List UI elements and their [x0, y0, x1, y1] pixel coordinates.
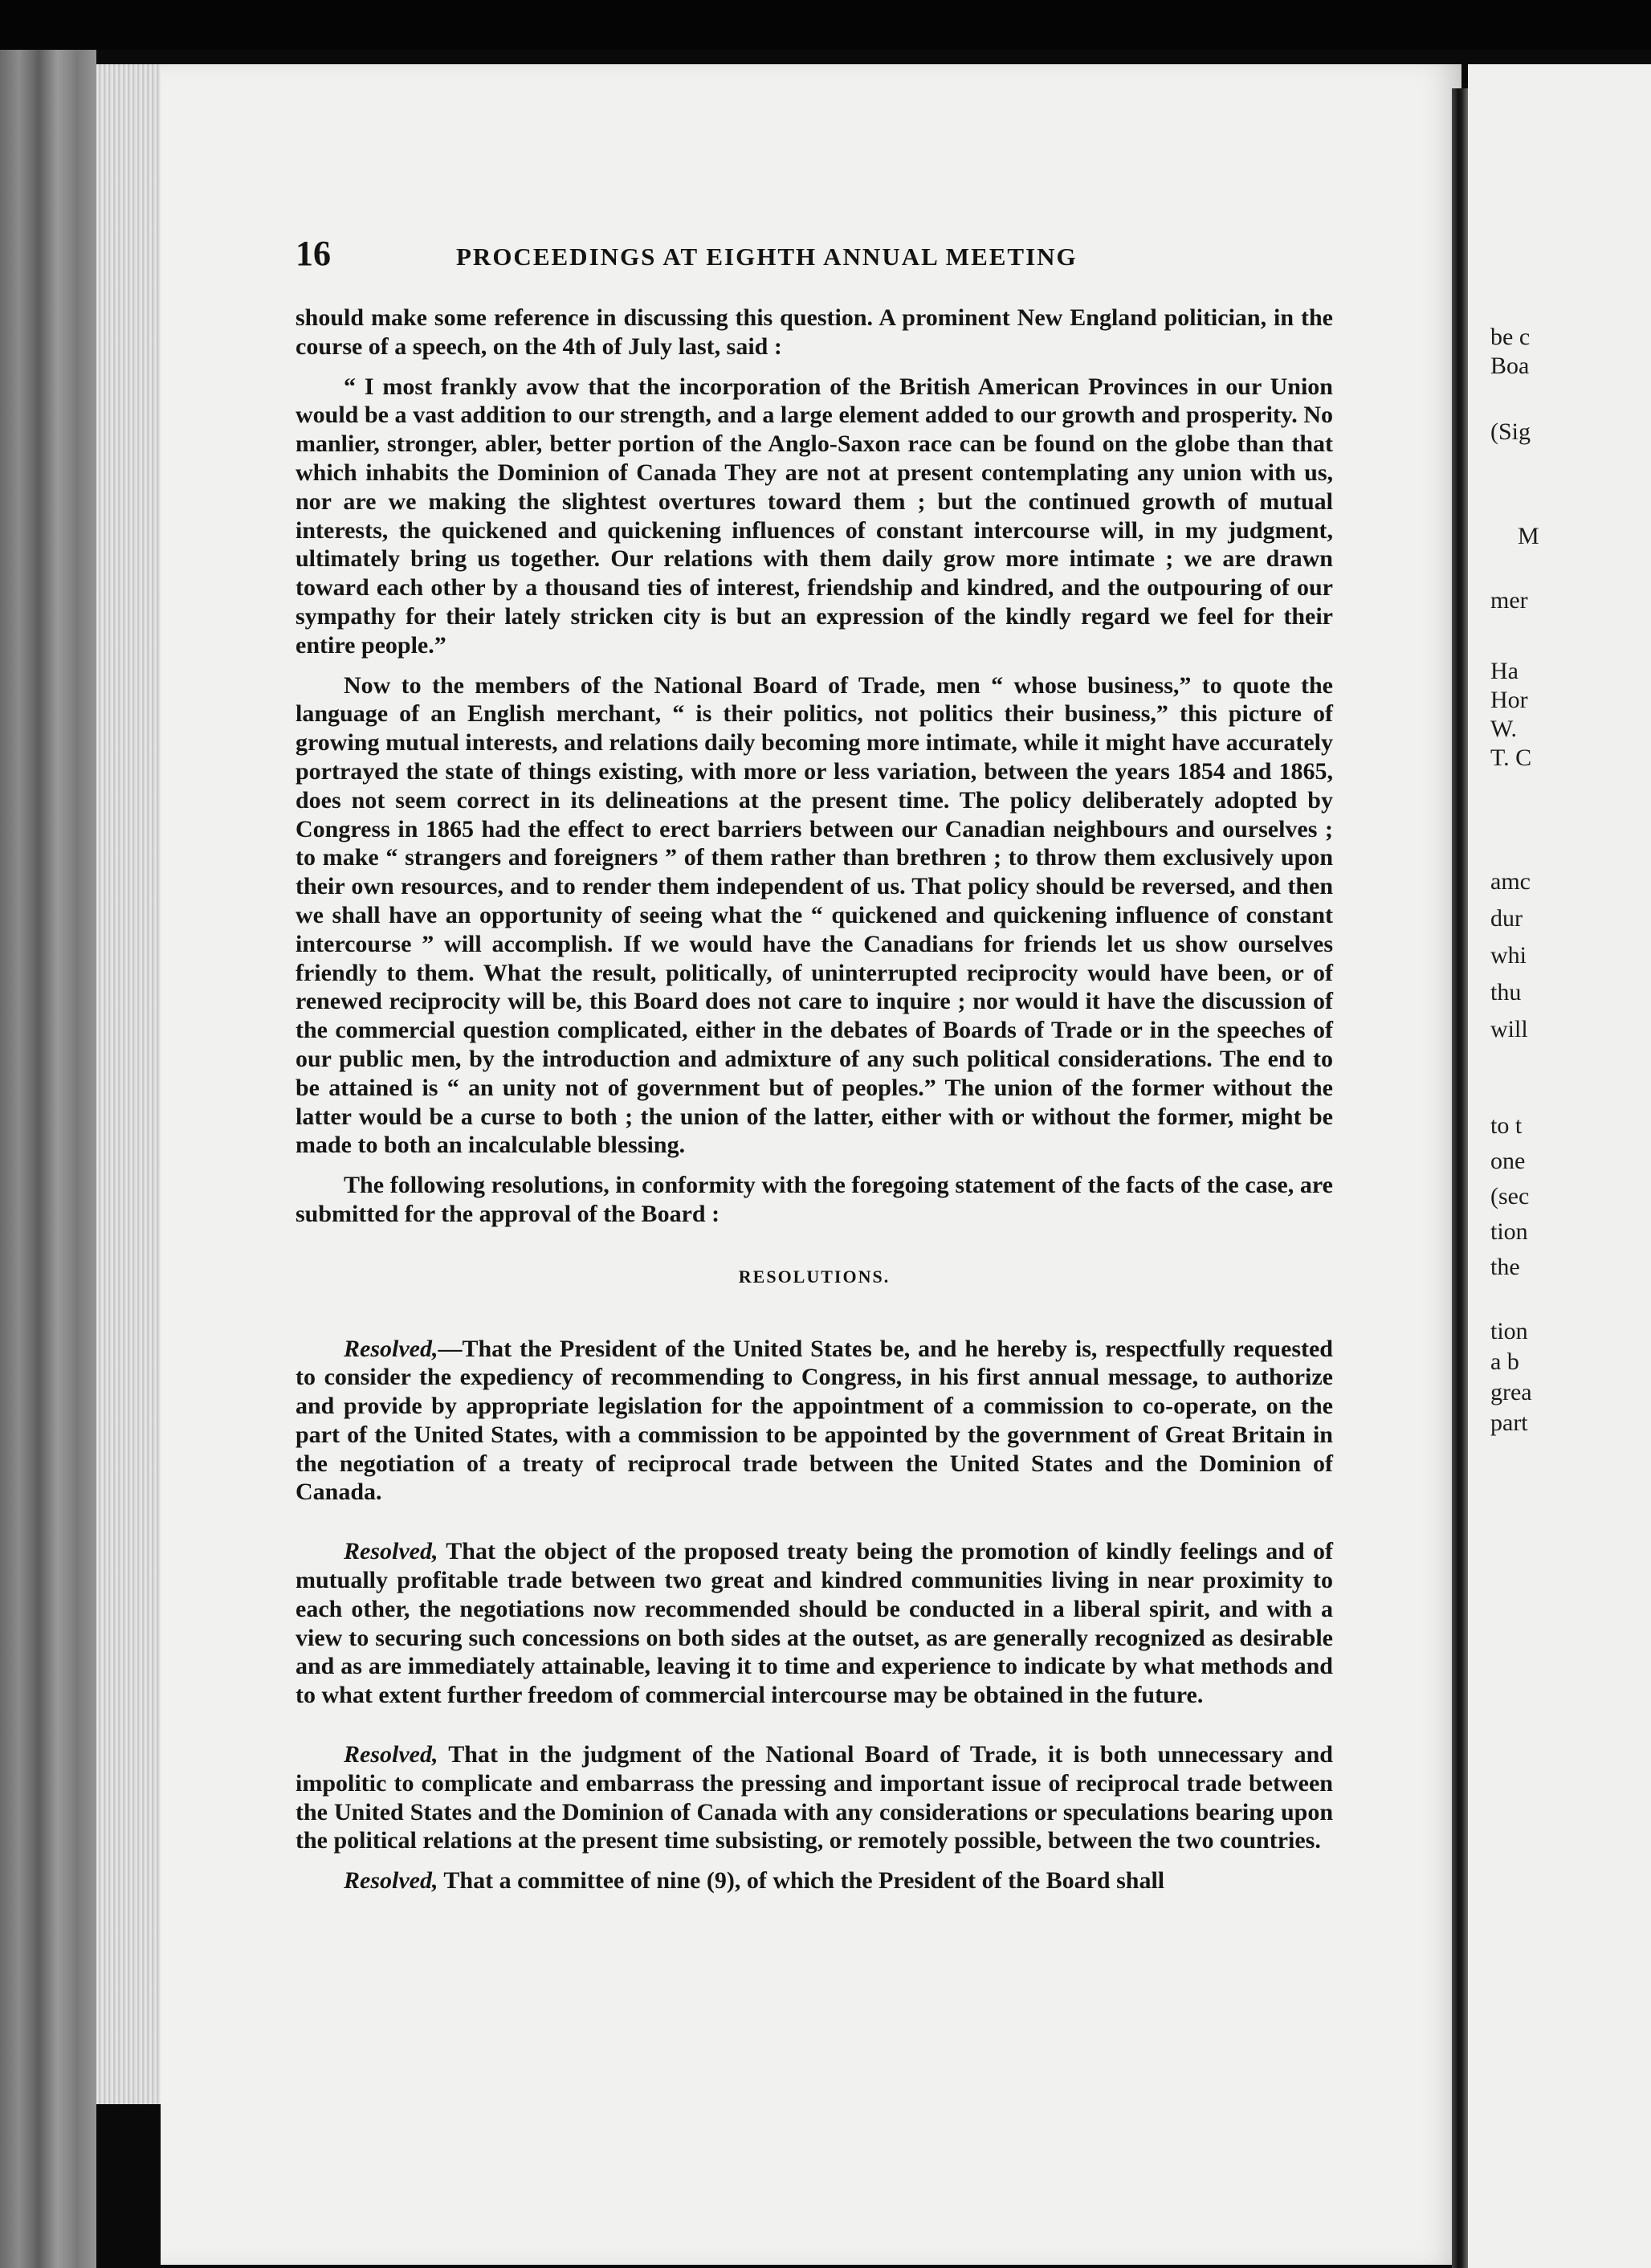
facing-line: one: [1490, 1148, 1526, 1174]
facing-line: T. C: [1490, 744, 1532, 771]
page-number: 16: [296, 234, 331, 273]
running-head-title: PROCEEDINGS AT EIGHTH ANNUAL MEETING: [456, 243, 1078, 271]
book-cover-edge: [0, 50, 96, 2268]
body-paragraph-1: should make some reference in discussing this question. A prominent New England politician, in the course of a speech, on the 4th of July last, said :: [296, 304, 1333, 360]
resolution-2: [296, 1537, 1333, 1710]
facing-line: amc: [1490, 868, 1531, 895]
facing-line: part: [1490, 1409, 1528, 1436]
resolution-3-text: That in the judgment of the National Board of Trade, it is both unnecessary and impolitic to complicate and embarrass the pressing and important issue of reciprocal trade between the United States and the Dominion of Canada with any considerations or speculations bearing upon the political relations at the present time subsisting, or remotely possible, between the two countries.: [296, 1741, 1333, 1854]
running-head: [296, 233, 1339, 273]
facing-line: be c: [1490, 324, 1531, 350]
facing-line: grea: [1490, 1379, 1532, 1405]
resolved-label: Resolved,: [344, 1538, 438, 1565]
facing-line: tion: [1490, 1218, 1528, 1245]
page-body: [296, 304, 1333, 1895]
resolution-4: [296, 1866, 1333, 1895]
body-paragraph-2: Now to the members of the National Board of Trade, men “ whose business,” to quote the language of an English merchant, “ is their politics, not politics their business,” this picture of growing mutual interests, and relations daily becoming more intimate, while it might have accurately portrayed the state of things existing, with more or less variation, between the years 1854 and 1865, does not seem correct in its delineations at the present time. The policy deliberately adopted by Congress in 1865 had the effect to erect barriers between our Canadian neighbours and ourselves ; to make “ strangers and foreigners ” of them rather than brethren ; to throw them exclusively upon their own resources, and to render them independent of us. That policy should be reversed, and then we shall have an opportunity of seeing what the “ quickened and quickening influence of constant intercourse ” will accomplish. If we would have the Canadians for friends let us show ourselves friendly to them. What the result, politically, of uninterrupted reciprocity would have been, or of renewed reciprocity will be, this Board does not care to inquire ; nor would it have the discussion of the commercial question complicated, either in the debates of Boards of Trade or in the speeches of our public men, by the introduction and admixture of any such political considerations. The end to be attained is “ an unity not of government but of peoples.” The union of the former without the latter would be a curse to both ; the union of the latter, either with or without the former, might be made to both an incalculable blessing.: [296, 671, 1333, 1159]
facing-line: whi: [1490, 942, 1527, 969]
facing-line: M: [1518, 523, 1539, 549]
resolution-1: [296, 1335, 1333, 1507]
page-stack-edge: [96, 64, 161, 2104]
facing-line: Hor: [1490, 687, 1528, 713]
facing-line: Ha: [1490, 658, 1519, 684]
facing-page: [1468, 64, 1651, 2268]
facing-line: dur: [1490, 905, 1523, 932]
facing-line: (Sig: [1490, 418, 1531, 445]
facing-line: Boa: [1490, 353, 1530, 379]
facing-line: W.: [1490, 716, 1518, 742]
resolution-2-text: That the object of the proposed treaty being the promotion of kindly feelings and of mutually profitable trade between two great and kindred communities living in near proximity to each other, the negotiations now recommended should be conducted in a liberal spirit, and with a view to securing such concessions on both sides at the outset, as are generally recognized as desirable and as are immediately attainable, leaving it to time and experience to indicate by what methods and to what extent further freedom of commercial intercourse may be obtained in the future.: [296, 1538, 1333, 1709]
facing-line: to t: [1490, 1112, 1523, 1139]
resolved-label: Resolved,: [344, 1335, 438, 1362]
facing-line: (sec: [1490, 1183, 1530, 1209]
facing-line: will: [1490, 1016, 1528, 1042]
resolution-1-text: —That the President of the United States be, and he hereby is, respectfully requested to consider the expediency of recommending to Congress, in his first annual message, to authorize and provide by appropriate legislation for the appointment of a commission to co-operate, on the part of the United States, with a commission to be appointed by the government of Great Britain in the negotiation of a treaty of reciprocal trade between the United States and the Dominion of Canada.: [296, 1335, 1333, 1506]
facing-line: thu: [1490, 979, 1522, 1006]
facing-line: mer: [1490, 587, 1528, 614]
resolutions-heading: RESOLUTIONS.: [738, 1266, 891, 1287]
quotation-paragraph: “ I most frankly avow that the incorporation of the British American Provinces in our Union would be a vast addition to our strength, and a large element added to our growth and prosperity. No manlier, stronger, abler, better portion of the Anglo-Saxon race can be found on the globe than that which inhabits the Dominion of Canada They are not at present contemplating any union with us, nor are we making the slightest overtures toward them ; but the continued growth of mutual interests, the quickened and quickening influences of constant intercourse will, in my judgment, ultimately bring us together. Our relations with them daily grow more intimate ; we are drawn toward each other by a thousand ties of interest, friendship and kindred, and the outpouring of our sympathy for their lately stricken city is but an expression of the kindly regard we feel for their entire people.”: [296, 373, 1333, 659]
facing-line: the: [1490, 1254, 1520, 1280]
book-gutter: [1452, 88, 1468, 2268]
resolved-label: Resolved,: [344, 1867, 438, 1895]
resolution-3: [296, 1740, 1333, 1855]
facing-line: tion: [1490, 1318, 1528, 1344]
resolution-4-text: That a committee of nine (9), of which the President of the Board shall: [438, 1867, 1165, 1895]
body-paragraph-3: The following resolutions, in conformity with the foregoing statement of the facts of the case, are submitted for the approval of the Board :: [296, 1172, 1333, 1227]
scan-top-border: [0, 0, 1651, 50]
facing-line: a b: [1490, 1348, 1519, 1375]
resolved-label: Resolved,: [344, 1741, 438, 1768]
